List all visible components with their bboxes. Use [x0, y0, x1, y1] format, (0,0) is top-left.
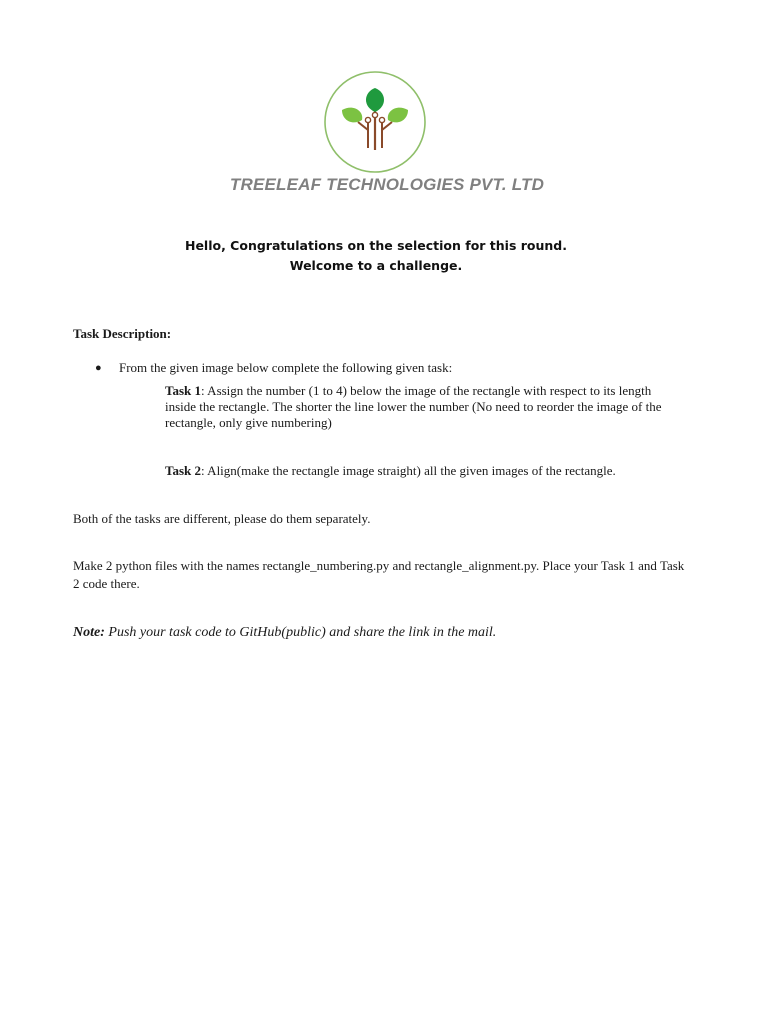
bullet-icon: ●	[95, 362, 102, 374]
task-1-label: Task 1	[165, 383, 202, 398]
task-description-heading: Task Description:	[73, 326, 172, 341]
note-label: Note:	[73, 625, 105, 640]
task-1-block	[165, 383, 685, 431]
task-2-block	[165, 463, 685, 479]
note-line	[73, 625, 496, 641]
task-1-text: : Assign the number (1 to 4) below the image of the rectangle with respect to its length inside the rectangle. The shorter the line lower the number (No need to reorder the image of the rectangle, only give numbering)	[165, 383, 662, 430]
treeleaf-logo-icon	[320, 70, 430, 174]
greeting-line-2: Welcome to a challenge.	[289, 258, 463, 273]
note-text: Push your task code to GitHub(public) and share the link in the mail.	[104, 625, 497, 640]
separate-tasks-paragraph: Both of the tasks are different, please do them separately.	[73, 511, 371, 526]
greeting-line-1: Hello, Congratulations on the selection for this round.	[184, 238, 567, 253]
python-files-paragraph: Make 2 python files with the names rectangle_numbering.py and rectangle_alignment.py. Place your Task 1 and Task 2 code there.	[73, 558, 685, 591]
task-2-label: Task 2	[165, 463, 202, 478]
company-name: TREELEAF TECHNOLOGIES PVT. LTD	[229, 175, 545, 194]
bullet-text: From the given image below complete the following given task:	[119, 360, 453, 375]
task-2-text: : Align(make the rectangle image straight) all the given images of the rectangle.	[201, 463, 616, 478]
